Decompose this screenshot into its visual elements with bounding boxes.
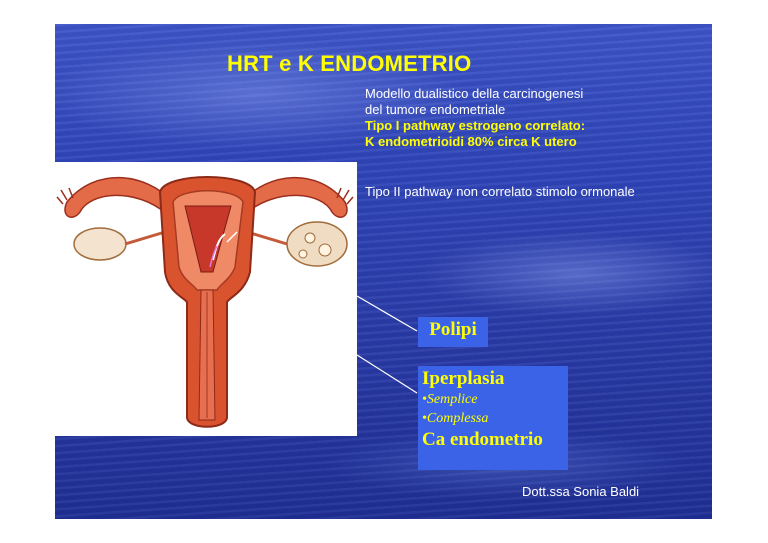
model-line-2: del tumore endometriale: [365, 102, 506, 117]
polipi-box: [418, 317, 488, 347]
semplice-item: •Semplice: [422, 392, 478, 407]
iperplasia-title: Iperplasia: [422, 368, 505, 389]
slide: [55, 24, 712, 519]
type2-line: Tipo II pathway non correlato stimolo ormonale: [365, 184, 635, 199]
ca-endometrio-label: Ca endometrio: [422, 429, 543, 450]
connector-lines: [55, 24, 712, 519]
type1-line-2: K endometrioidi 80% circa K utero: [365, 134, 577, 149]
type1-line-1: Tipo I pathway estrogeno correlato:: [365, 118, 586, 133]
slide-title: HRT e K ENDOMETRIO: [227, 51, 472, 76]
complessa-item: •Complessa: [422, 411, 489, 426]
author-credit: Dott.ssa Sonia Baldi: [522, 484, 640, 499]
model-line-1: Modello dualistico della carcinogenesi: [365, 86, 584, 101]
polipi-label: Polipi: [429, 319, 477, 340]
iperplasia-box: [418, 366, 568, 470]
